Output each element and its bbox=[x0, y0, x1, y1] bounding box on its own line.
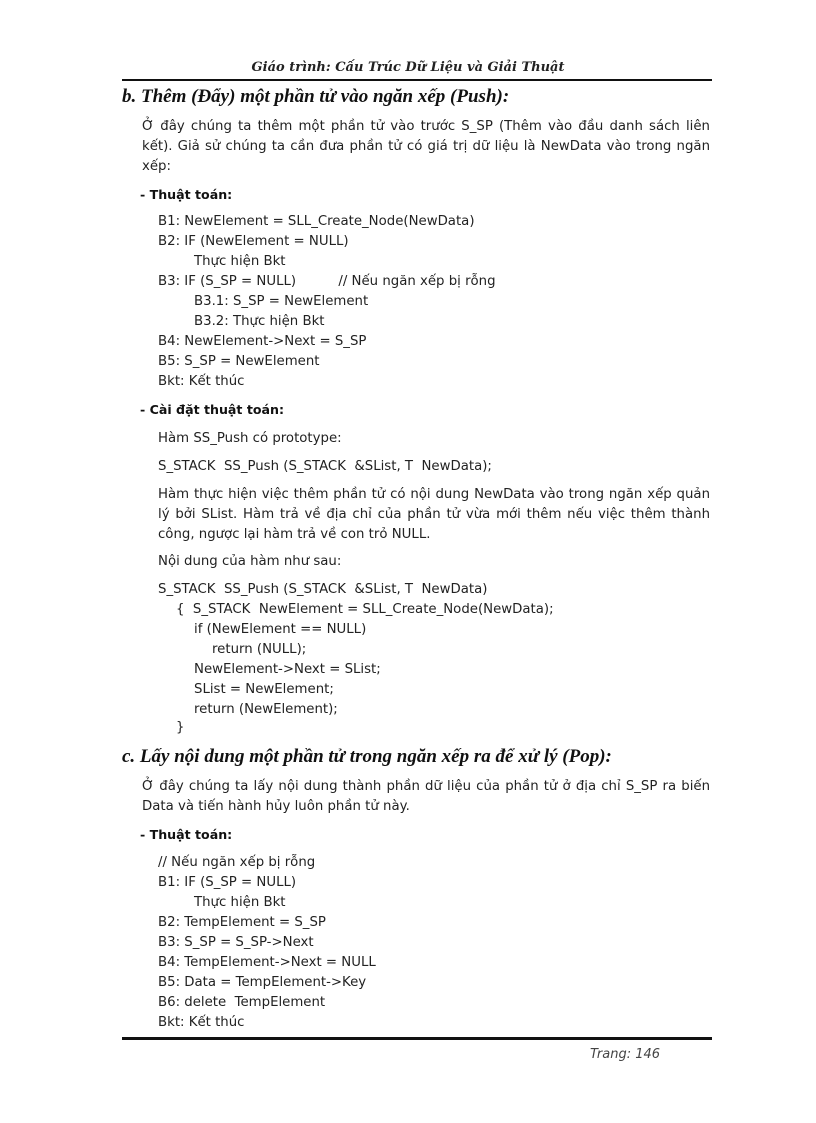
algo-line: B3.1: S_SP = NewElement bbox=[194, 294, 369, 309]
algo-line: B1: NewElement = SLL_Create_Node(NewData) bbox=[158, 214, 475, 229]
algo-line: B4: TempElement->Next = NULL bbox=[158, 955, 376, 970]
algo-line: B4: NewElement->Next = S_SP bbox=[158, 334, 367, 349]
algo-line: B1: IF (S_SP = NULL) bbox=[158, 875, 297, 890]
section-b-heading: b. Thêm (Đẩy) một phần tử vào ngăn xếp (Push): bbox=[122, 86, 510, 107]
code-line: return (NULL); bbox=[212, 642, 307, 657]
header-rule bbox=[122, 79, 712, 81]
section-c-algo-label: - Thuật toán: bbox=[140, 827, 233, 842]
algo-line: B2: IF (NewElement = NULL) bbox=[158, 234, 349, 249]
code-line: S_STACK SS_Push (S_STACK &SList, T NewData) bbox=[158, 582, 488, 597]
algo-line: B5: Data = TempElement->Key bbox=[158, 975, 367, 990]
section-b-impl-label: - Cài đặt thuật toán: bbox=[140, 402, 284, 417]
page-number: Trang: 146 bbox=[590, 1047, 661, 1062]
algo-line: B3.2: Thực hiện Bkt bbox=[194, 314, 325, 329]
algo-line: B5: S_SP = NewElement bbox=[158, 354, 320, 369]
algo-line: B3: IF (S_SP = NULL) // Nếu ngăn xếp bị rỗng bbox=[158, 274, 496, 289]
algo-line: B2: TempElement = S_SP bbox=[158, 915, 326, 930]
algo-line: Thực hiện Bkt bbox=[194, 895, 286, 910]
section-b-intro: Ở đây chúng ta thêm một phần tử vào trước S_SP (Thêm vào đầu danh sách liên kết). Giả sử chúng ta cần đưa phần tử có giá trị dữ liệu là NewData vào trong ngăn xếp: bbox=[142, 119, 710, 174]
section-c-heading: c. Lấy nội dung một phần tử trong ngăn xếp ra để xử lý (Pop): bbox=[122, 746, 612, 767]
code-line: } bbox=[176, 720, 185, 735]
code-line: { S_STACK NewElement = SLL_Create_Node(NewData); bbox=[176, 602, 554, 617]
running-header: Giáo trình: Cấu Trúc Dữ Liệu và Giải Thuật bbox=[251, 60, 565, 75]
body-intro: Nội dung của hàm như sau: bbox=[158, 554, 342, 569]
algo-line: Bkt: Kết thúc bbox=[158, 374, 245, 389]
algo-line: B6: delete TempElement bbox=[158, 995, 326, 1010]
section-b-algo-label: - Thuật toán: bbox=[140, 187, 233, 202]
code-line: if (NewElement == NULL) bbox=[194, 622, 367, 637]
algo-line: // Nếu ngăn xếp bị rỗng bbox=[158, 855, 316, 870]
algo-line: Bkt: Kết thúc bbox=[158, 1015, 245, 1030]
code-line: return (NewElement); bbox=[194, 702, 338, 717]
algo-line: Thực hiện Bkt bbox=[194, 254, 286, 269]
algo-line: B3: S_SP = S_SP->Next bbox=[158, 935, 314, 950]
prototype-line: S_STACK SS_Push (S_STACK &SList, T NewData); bbox=[158, 459, 492, 474]
section-c-intro: Ở đây chúng ta lấy nội dung thành phần dữ liệu của phần tử ở địa chỉ S_SP ra biến Data và tiến hành hủy luôn phần tử này. bbox=[142, 779, 710, 814]
code-line: SList = NewElement; bbox=[194, 682, 334, 697]
function-description: Hàm thực hiện việc thêm phần tử có nội dung NewData vào trong ngăn xếp quản lý bởi SList. Hàm trả về địa chỉ của phần tử vừa mới thêm nếu việc thêm thành công, ngược lại hàm trả về con trỏ NULL. bbox=[158, 487, 710, 542]
prototype-intro: Hàm SS_Push có prototype: bbox=[158, 431, 342, 446]
footer-rule bbox=[122, 1037, 712, 1040]
code-line: NewElement->Next = SList; bbox=[194, 662, 381, 677]
